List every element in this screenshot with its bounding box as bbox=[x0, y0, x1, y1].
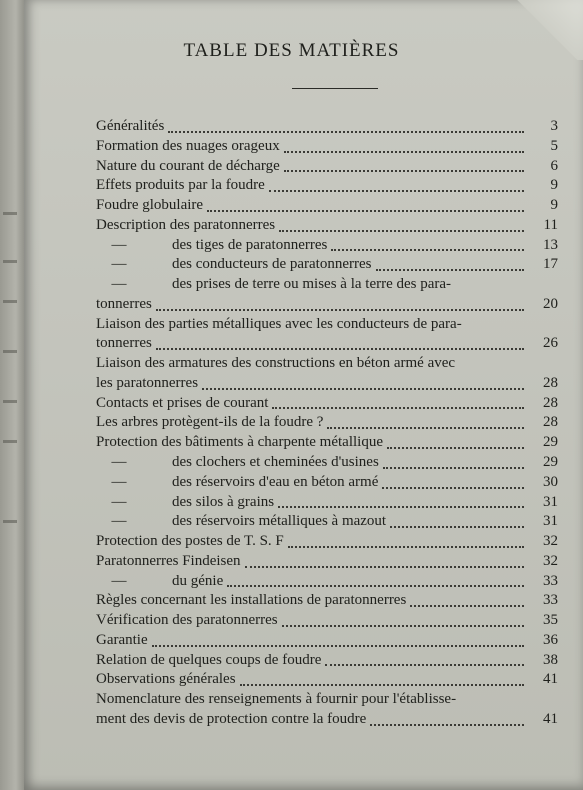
toc-entry bbox=[96, 493, 558, 513]
toc-entry-title: des silos à grains bbox=[172, 493, 275, 510]
toc-entry-dash: — bbox=[111, 513, 127, 530]
leader-dots bbox=[370, 724, 524, 726]
toc-entry-dash: — bbox=[111, 572, 127, 589]
toc-entry bbox=[96, 532, 558, 552]
leader-dots bbox=[288, 546, 524, 548]
toc-entry-continuation bbox=[96, 374, 558, 394]
toc-entry-page: 3 bbox=[550, 117, 558, 134]
toc-entry-title: Effets produits par la foudre bbox=[96, 177, 265, 194]
leader-dots bbox=[168, 131, 524, 133]
toc-entry bbox=[96, 631, 558, 651]
toc-entry-title: Garantie bbox=[96, 631, 148, 648]
toc-entry-title: Liaison des parties métalliques avec les conducteurs de para- bbox=[96, 315, 462, 332]
toc-entry bbox=[96, 157, 558, 177]
page-title: TABLE DES MATIÈRES bbox=[183, 40, 400, 61]
toc-entry-dash: — bbox=[111, 493, 127, 510]
toc-entry-page: 9 bbox=[550, 197, 558, 214]
toc-entry-title-cont: tonnerres bbox=[96, 335, 152, 352]
toc-entry-dash: — bbox=[111, 454, 127, 470]
toc-entry bbox=[96, 176, 558, 196]
toc-entry bbox=[96, 394, 558, 414]
leader-dots bbox=[152, 645, 524, 647]
toc-entry-title: Nomenclature des renseignements à fournir pour l'établisse- bbox=[96, 691, 457, 708]
toc-entry-title: Paratonnerres Findeisen bbox=[96, 552, 241, 569]
toc-entry bbox=[96, 572, 558, 592]
toc-entry bbox=[96, 591, 558, 611]
toc-entry bbox=[96, 236, 558, 256]
leader-dots bbox=[410, 605, 524, 607]
toc-entry-title: des clochers et cheminées d'usines bbox=[172, 454, 379, 470]
toc-entry bbox=[96, 433, 558, 453]
leader-dots bbox=[245, 566, 524, 568]
toc-entry bbox=[96, 552, 558, 572]
toc-entry-continuation bbox=[96, 710, 558, 730]
toc-entry-dash: — bbox=[111, 473, 127, 490]
toc-entry-page: 6 bbox=[550, 157, 558, 174]
toc-entry bbox=[96, 117, 558, 137]
leader-dots bbox=[227, 585, 524, 587]
toc-entry-title: Protection des bâtiments à charpente métallique bbox=[96, 434, 383, 451]
toc-entry bbox=[96, 255, 558, 275]
leader-dots bbox=[272, 407, 524, 409]
leader-dots bbox=[282, 625, 524, 627]
toc-entry-title: Contacts et prises de courant bbox=[96, 394, 269, 411]
toc-entry bbox=[96, 315, 558, 335]
toc-entry bbox=[96, 651, 558, 671]
toc-entry bbox=[96, 690, 558, 710]
toc-entry-page: 26 bbox=[543, 335, 558, 352]
toc-entry-page: 17 bbox=[543, 256, 558, 273]
toc-entry-page: 28 bbox=[543, 414, 558, 431]
toc-entry-title: Généralités bbox=[96, 117, 165, 134]
leader-dots bbox=[390, 526, 524, 528]
leader-dots bbox=[331, 249, 524, 251]
leader-dots bbox=[383, 467, 524, 469]
toc-entry bbox=[96, 275, 558, 295]
toc-entry-page: 31 bbox=[543, 513, 558, 530]
leader-dots bbox=[382, 487, 524, 489]
toc-entry-page: 32 bbox=[543, 533, 558, 550]
toc-entry-page: 33 bbox=[543, 592, 558, 609]
toc-entry-title: des conducteurs de paratonnerres bbox=[172, 256, 372, 273]
leader-dots bbox=[327, 427, 524, 429]
toc-entry-page: 35 bbox=[543, 612, 558, 629]
toc-entry-page: 29 bbox=[543, 454, 558, 470]
toc-entry-title: Les arbres protègent-ils de la foudre ? bbox=[96, 414, 324, 431]
leader-dots bbox=[240, 684, 524, 686]
toc-entry-title-cont: ment des devis de protection contre la foudre bbox=[96, 710, 367, 727]
leader-dots bbox=[279, 230, 524, 232]
toc-entry-dash: — bbox=[111, 256, 127, 273]
leader-dots bbox=[284, 170, 524, 172]
toc-entry-title: des réservoirs d'eau en béton armé bbox=[172, 473, 379, 490]
toc-entry bbox=[96, 670, 558, 690]
toc-entry-title: Description des paratonnerres bbox=[96, 216, 276, 233]
toc-entry-dash: — bbox=[111, 236, 127, 253]
leader-dots bbox=[284, 151, 524, 153]
leader-dots bbox=[325, 664, 524, 666]
leader-dots bbox=[387, 447, 524, 449]
toc-entry bbox=[96, 453, 558, 473]
leader-dots bbox=[278, 506, 524, 508]
toc-entry bbox=[96, 137, 558, 157]
toc-entry-page: 28 bbox=[543, 394, 558, 411]
leader-dots bbox=[202, 388, 524, 390]
toc-entry-page: 13 bbox=[543, 236, 558, 253]
toc-entry bbox=[96, 611, 558, 631]
toc-entry-page: 29 bbox=[543, 434, 558, 451]
toc-entry-title-cont: les paratonnerres bbox=[96, 374, 199, 391]
toc-entry-page: 41 bbox=[543, 710, 558, 727]
toc-entry-dash: — bbox=[111, 276, 127, 293]
toc-entry-title: Observations générales bbox=[96, 671, 236, 688]
toc-entry-title: Liaison des armatures des constructions en béton armé avec bbox=[96, 355, 456, 372]
table-of-contents bbox=[96, 117, 558, 730]
toc-entry-page: 31 bbox=[543, 493, 558, 510]
toc-entry-page: 36 bbox=[543, 631, 558, 648]
toc-entry-page: 32 bbox=[543, 552, 558, 569]
leader-dots bbox=[376, 269, 525, 271]
toc-entry-title: Règles concernant les installations de paratonnerres bbox=[96, 592, 407, 609]
toc-entry bbox=[96, 354, 558, 374]
toc-entry-title: Nature du courant de décharge bbox=[96, 157, 280, 174]
toc-entry-page: 11 bbox=[543, 216, 558, 233]
toc-entry bbox=[96, 196, 558, 216]
toc-entry-title: Vérification des paratonnerres bbox=[96, 612, 278, 629]
toc-entry-title: des réservoirs métalliques à mazout bbox=[172, 513, 387, 530]
toc-entry-title: Protection des postes de T. S. F bbox=[96, 533, 284, 550]
toc-entry-page: 20 bbox=[543, 295, 558, 312]
toc-entry bbox=[96, 473, 558, 493]
toc-entry-title: des prises de terre ou mises à la terre des para- bbox=[172, 276, 452, 293]
toc-entry-page: 38 bbox=[543, 651, 558, 668]
leader-dots bbox=[156, 309, 524, 311]
toc-entry-title: Foudre globulaire bbox=[96, 197, 204, 214]
toc-entry-continuation bbox=[96, 295, 558, 315]
previous-page-edge bbox=[0, 0, 26, 790]
toc-entry-title: Relation de quelques coups de foudre bbox=[96, 651, 322, 668]
toc-entry-page: 28 bbox=[543, 374, 558, 391]
title-underline bbox=[292, 88, 378, 89]
leader-dots bbox=[207, 210, 524, 212]
leader-dots bbox=[156, 348, 524, 350]
toc-entry-page: 5 bbox=[550, 137, 558, 154]
toc-entry-title: des tiges de paratonnerres bbox=[172, 236, 328, 253]
toc-entry-title: du génie bbox=[172, 572, 224, 589]
toc-entry-title-cont: tonnerres bbox=[96, 295, 152, 312]
toc-entry bbox=[96, 512, 558, 532]
leader-dots bbox=[269, 190, 524, 192]
toc-entry bbox=[96, 413, 558, 433]
toc-entry-page: 30 bbox=[543, 473, 558, 490]
toc-entry-page: 9 bbox=[550, 177, 558, 194]
toc-entry-title: Formation des nuages orageux bbox=[96, 137, 280, 154]
toc-entry-page: 33 bbox=[543, 572, 558, 589]
toc-entry-continuation bbox=[96, 334, 558, 354]
toc-entry-page: 41 bbox=[543, 671, 558, 688]
toc-entry bbox=[96, 216, 558, 236]
